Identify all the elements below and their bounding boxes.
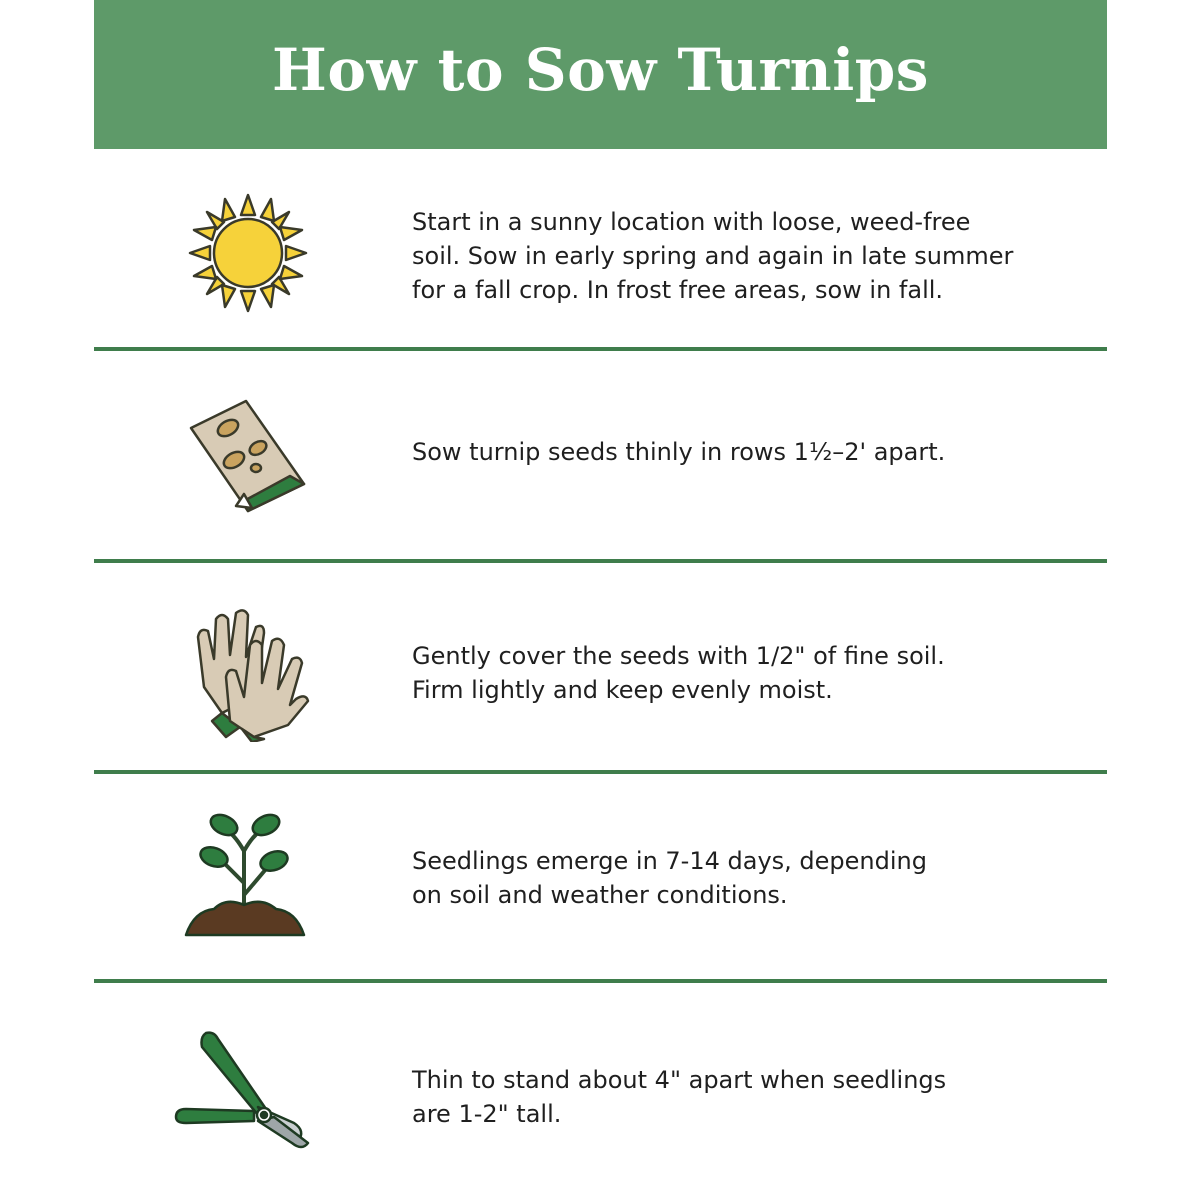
step-row-5 — [94, 983, 1107, 1200]
step-row-4 — [94, 774, 1107, 979]
sun-icon — [188, 193, 308, 313]
step-3-text: Gently cover the seeds with 1/2" of fine soil. Firm lightly and keep evenly moist. — [412, 642, 945, 704]
pruning-shears-icon — [174, 1029, 314, 1153]
step-4-text: Seedlings emerge in 7-14 days, depending on soil and weather conditions. — [412, 847, 927, 909]
seed-packet-icon — [186, 396, 316, 516]
step-2-text: Sow turnip seeds thinly in rows 1½–2' apart. — [412, 438, 946, 466]
step-1-text: Start in a sunny location with loose, weed-free soil. Sow in early spring and again in late summer for a fall crop. In frost free areas, sow in fall. — [412, 208, 1014, 304]
step-row-2 — [94, 351, 1107, 559]
seedling-icon — [184, 811, 308, 937]
step-5-text: Thin to stand about 4" apart when seedlings are 1-2" tall. — [412, 1066, 947, 1128]
header-banner — [94, 0, 1107, 149]
step-row-1 — [94, 149, 1107, 349]
gardening-gloves-icon — [192, 597, 312, 742]
page-title: How to Sow Turnips — [272, 35, 929, 104]
step-row-3 — [94, 563, 1107, 770]
